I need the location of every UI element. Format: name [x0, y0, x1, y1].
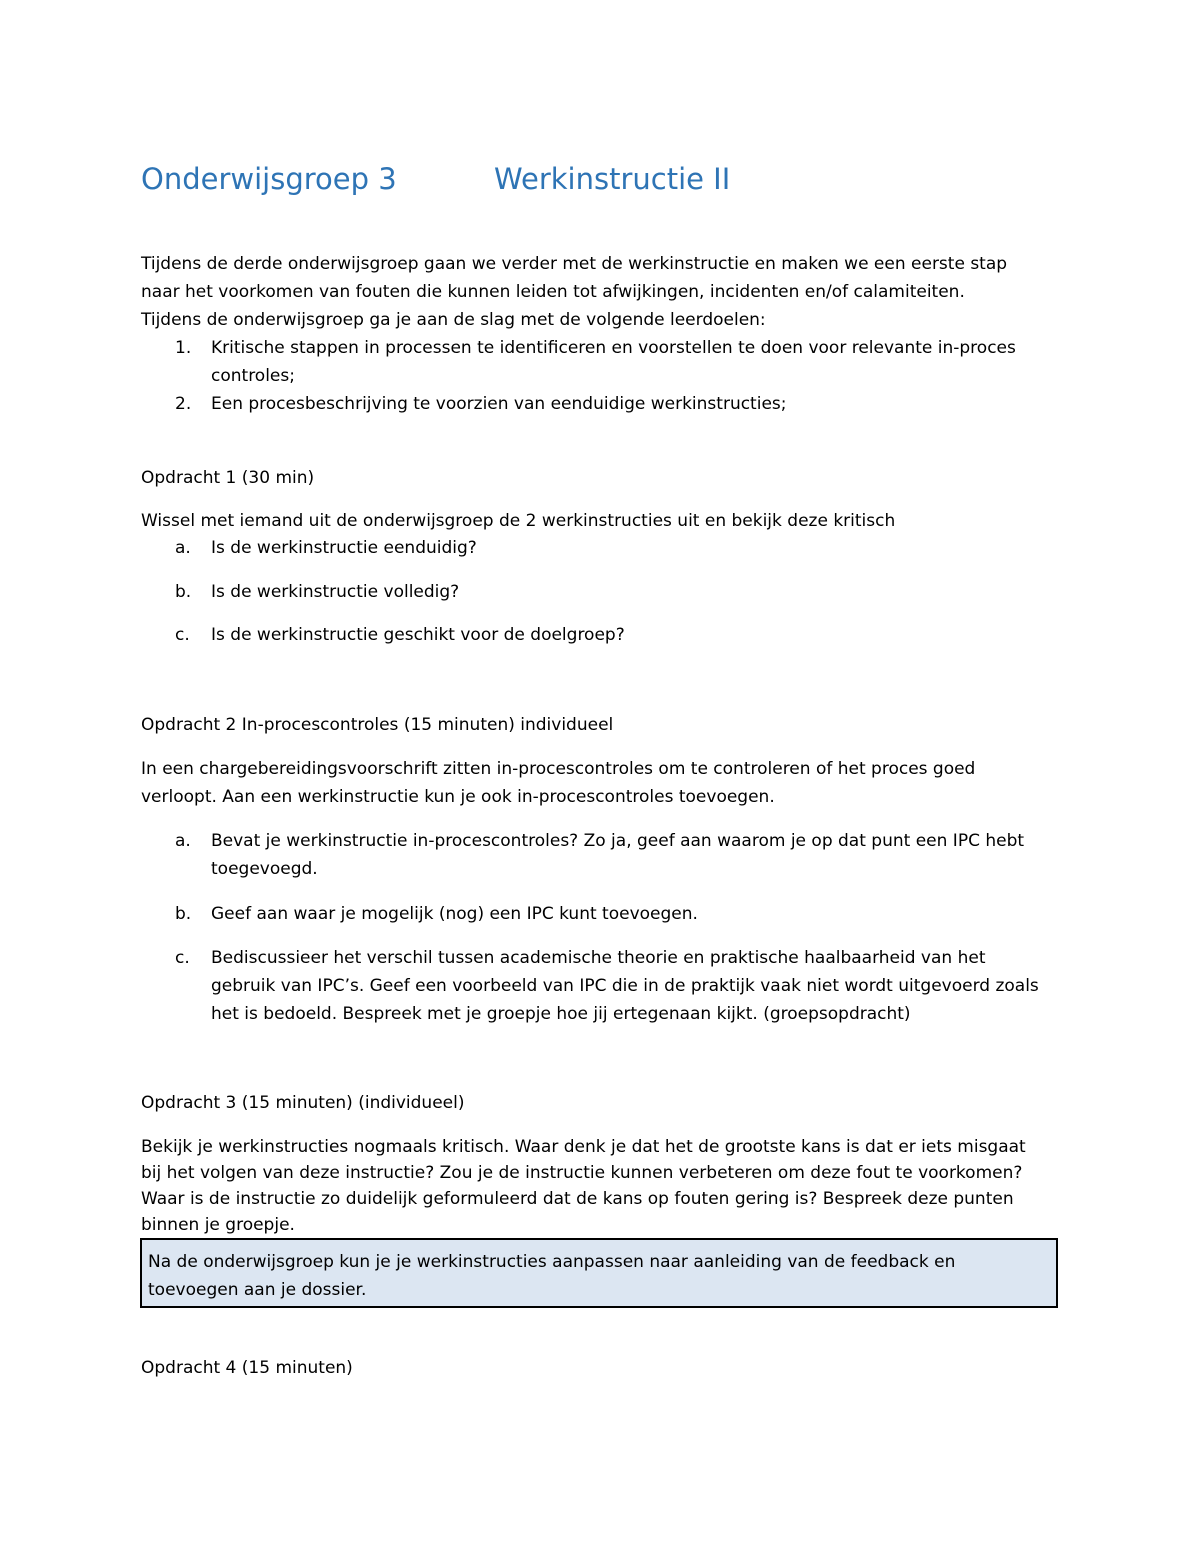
list-item-text-line-2: gebruik van IPC’s. Geef een voorbeeld van IPC die in de praktijk vaak niet wordt uitgevoerd zoals — [211, 976, 1039, 996]
opdracht-3-text-line-3: Waar is de instructie zo duidelijk geformuleerd dat de kans op fouten gering is? Bespreek deze punten — [141, 1189, 1014, 1209]
list-item-text-line-1: Geef aan waar je mogelijk (nog) een IPC kunt toevoegen. — [211, 904, 698, 924]
list-item-text-line-1: Bevat je werkinstructie in-procescontroles? Zo ja, geef aan waarom je op dat punt een IPC hebt — [211, 831, 1025, 851]
list-item-text: Is de werkinstructie volledig? — [211, 582, 460, 602]
intro-line-2: naar het voorkomen van fouten die kunnen leiden tot afwijkingen, incidenten en/of calamiteiten. — [141, 282, 965, 302]
list-marker: b. — [175, 904, 192, 924]
opdracht-3-text-line-4: binnen je groepje. — [141, 1215, 295, 1235]
list-marker: a. — [175, 831, 191, 851]
opdracht-2-text-line-2: verloopt. Aan een werkinstructie kun je ook in-procescontroles toevoegen. — [141, 787, 775, 807]
opdracht-3-text-line-1: Bekijk je werkinstructies nogmaals kritisch. Waar denk je dat het de grootste kans is dat er iets misgaat — [141, 1137, 1026, 1157]
opdracht-2-text-line-1: In een chargebereidingsvoorschrift zitten in-procescontroles om te controleren of het proces goed — [141, 759, 976, 779]
list-marker: 2. — [175, 394, 192, 414]
list-item-text-line-3: het is bedoeld. Bespreek met je groepje hoe jij ertegenaan kijkt. (groepsopdracht) — [211, 1004, 911, 1024]
goal-text-line-1: Een procesbeschrijving te voorzien van eenduidige werkinstructies; — [211, 394, 787, 414]
goal-text-line-2: controles; — [211, 366, 295, 386]
opdracht-3-text-line-2: bij het volgen van deze instructie? Zou je de instructie kunnen verbeteren om deze fout te voorkomen? — [141, 1163, 1023, 1183]
list-marker: c. — [175, 948, 190, 968]
note-box — [140, 1238, 1058, 1308]
note-text-line-2: toevoegen aan je dossier. — [148, 1280, 367, 1300]
goal-text-line-1: Kritische stappen in processen te identificeren en voorstellen te doen voor relevante in-proces — [211, 338, 1016, 358]
list-item-text: Is de werkinstructie geschikt voor de doelgroep? — [211, 625, 625, 645]
note-text-line-1: Na de onderwijsgroep kun je je werkinstructies aanpassen naar aanleiding van de feedback en — [148, 1252, 956, 1272]
opdracht-3-heading: Opdracht 3 (15 minuten) (individueel) — [141, 1093, 465, 1113]
opdracht-4-heading: Opdracht 4 (15 minuten) — [141, 1358, 353, 1378]
list-item-text-line-1: Bediscussieer het verschil tussen academische theorie en praktische haalbaarheid van het — [211, 948, 986, 968]
list-item-text: Is de werkinstructie eenduidig? — [211, 538, 477, 558]
intro-line-1: Tijdens de derde onderwijsgroep gaan we verder met de werkinstructie en maken we een eerste stap — [141, 254, 1008, 274]
title-subject: Werkinstructie II — [494, 162, 731, 196]
list-item-text-line-2: toegevoegd. — [211, 859, 318, 879]
title-course: Onderwijsgroep 3 — [141, 162, 397, 196]
list-marker: c. — [175, 625, 190, 645]
opdracht-1-heading: Opdracht 1 (30 min) — [141, 468, 315, 488]
opdracht-1-text: Wissel met iemand uit de onderwijsgroep de 2 werkinstructies uit en bekijk deze kritisch — [141, 511, 896, 531]
list-marker: 1. — [175, 338, 192, 358]
list-marker: b. — [175, 582, 192, 602]
page-title — [141, 162, 731, 196]
opdracht-2-heading: Opdracht 2 In-procescontroles (15 minuten) individueel — [141, 715, 614, 735]
list-marker: a. — [175, 538, 191, 558]
intro-line-3: Tijdens de onderwijsgroep ga je aan de slag met de volgende leerdoelen: — [141, 310, 766, 330]
